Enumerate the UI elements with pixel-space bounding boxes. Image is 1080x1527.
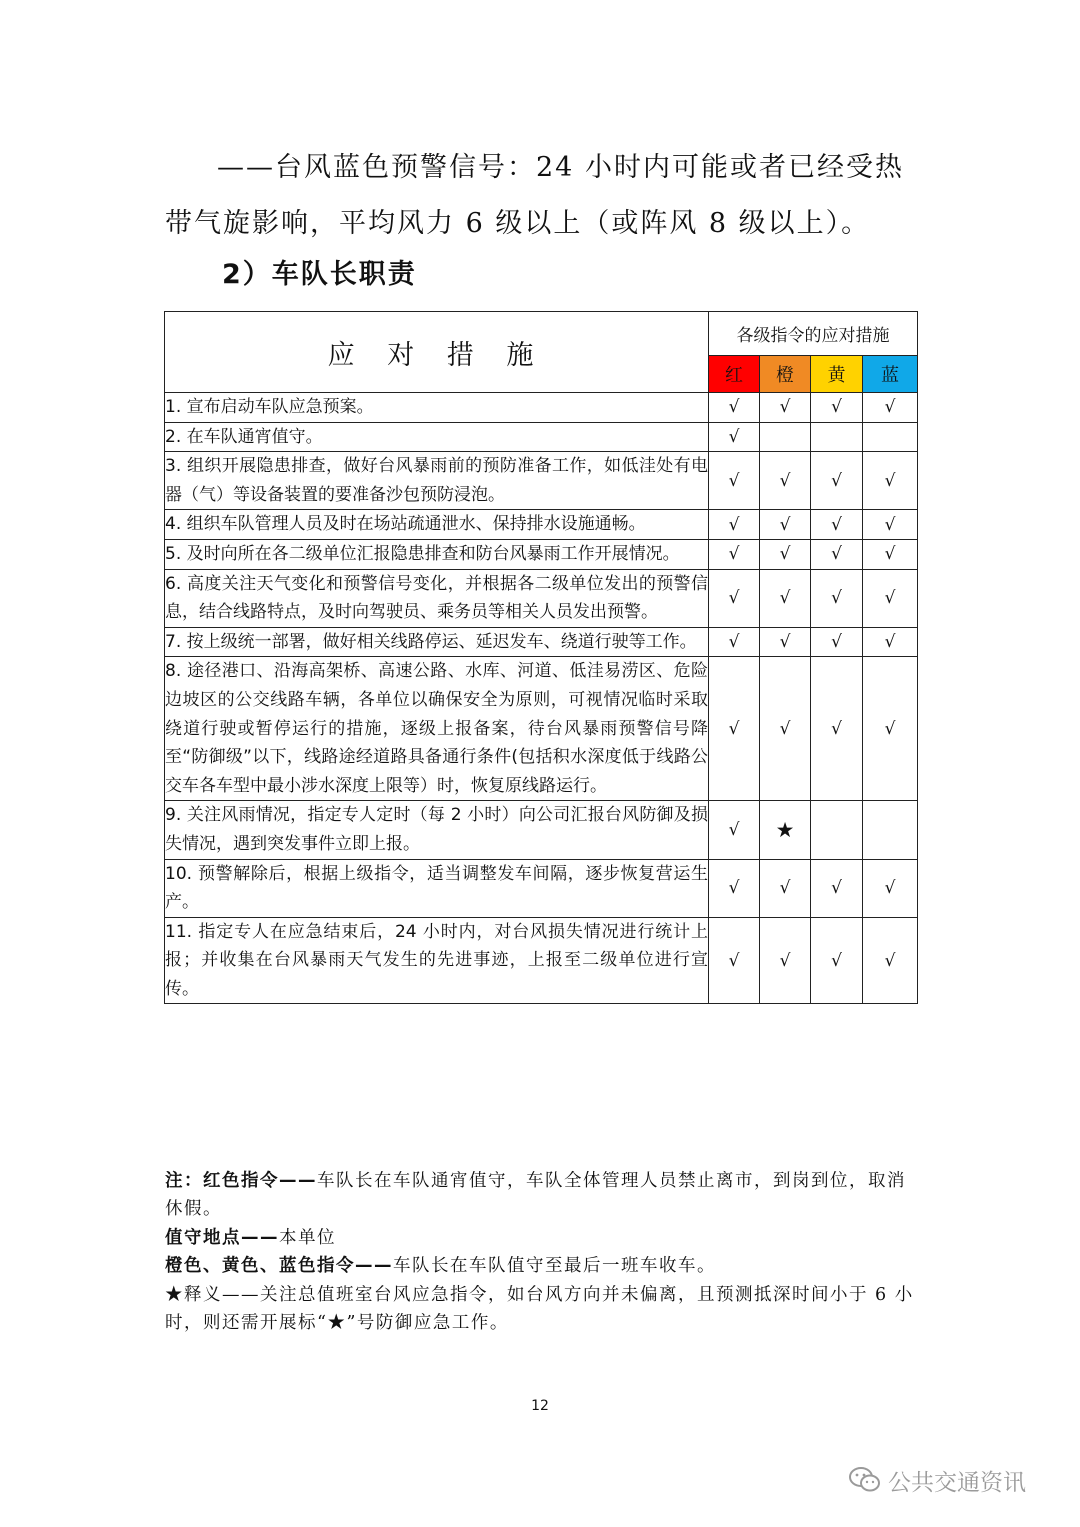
row-measure-text: 8. 途径港口、沿海高架桥、高速公路、水库、河道、低洼易涝区、危险边坡区的公交线路车辆，各单位以确保安全为原则，可视情况临时采取绕道行驶或暂停运行的措施，逐级上报备案，待台风暴雨预警信号降至“防御级”以下，线路途经道路具备通行条件(包括积水深度低于线路公交车各车型中最小涉水深度上限等）时，恢复原线路运行。 xyxy=(165,657,709,801)
row-measure-text: 5. 及时向所在各二级单位汇报隐患排查和防台风暴雨工作开展情况。 xyxy=(165,539,709,569)
check-mark: √ xyxy=(709,569,760,627)
check-mark: √ xyxy=(811,452,863,510)
wechat-icon xyxy=(848,1466,882,1494)
empty-mark xyxy=(863,801,918,859)
check-mark: √ xyxy=(863,917,918,1004)
check-mark: √ xyxy=(863,859,918,917)
level-header-1: 橙 xyxy=(760,355,811,392)
watermark-text: 公共交通资讯 xyxy=(888,1469,1026,1496)
check-mark: √ xyxy=(709,657,760,801)
intro-paragraph: ——台风蓝色预警信号：24 小时内可能或者已经受热带气旋影响，平均风力 6 级以上（或阵风 8 级以上）。 xyxy=(165,152,904,239)
table-row xyxy=(165,859,918,917)
note-location xyxy=(165,1224,917,1252)
note-location-text: 本单位 xyxy=(279,1227,336,1248)
table-header-levels: 各级指令的应对措施 xyxy=(709,312,918,356)
note-star: ★释义——关注总值班室台风应急指令，如台风方向并未偏离，且预测抵深时间小于 6 小时，则还需开展标“★”号防御应急工作。 xyxy=(165,1284,914,1334)
row-measure-text: 2. 在车队通宵值守。 xyxy=(165,422,709,452)
check-mark: √ xyxy=(760,452,811,510)
table-row xyxy=(165,539,918,569)
table-row xyxy=(165,393,918,423)
check-mark: √ xyxy=(863,393,918,423)
watermark xyxy=(848,1464,1026,1496)
empty-mark xyxy=(811,801,863,859)
check-mark: √ xyxy=(709,393,760,423)
check-mark: √ xyxy=(863,539,918,569)
check-mark: √ xyxy=(811,539,863,569)
check-mark: √ xyxy=(811,510,863,540)
check-mark: √ xyxy=(709,859,760,917)
check-mark: √ xyxy=(863,627,918,657)
note-other-levels xyxy=(165,1252,917,1280)
section-title: 2）车队长职责 xyxy=(222,259,417,290)
note-other-levels-text: 车队长在车队值守至最后一班车收车。 xyxy=(393,1256,716,1277)
note-red-text: 车队长在车队通宵值守，车队全体管理人员禁止离市，到岗到位，取消休假。 xyxy=(165,1171,906,1220)
check-mark: √ xyxy=(709,510,760,540)
table-row xyxy=(165,569,918,627)
empty-mark xyxy=(811,422,863,452)
check-mark: √ xyxy=(863,510,918,540)
row-measure-text: 9. 关注风雨情况，指定专人定时（每 2 小时）向公司汇报台风防御及损失情况，遇到突发事件立即上报。 xyxy=(165,801,709,859)
row-measure-text: 6. 高度关注天气变化和预警信号变化，并根据各二级单位发出的预警信息，结合线路特点，及时向驾驶员、乘务员等相关人员发出预警。 xyxy=(165,569,709,627)
level-header-3: 蓝 xyxy=(863,355,918,392)
level-header-0: 红 xyxy=(709,355,760,392)
check-mark: √ xyxy=(760,393,811,423)
note-other-levels-label: 橙色、黄色、蓝色指令—— xyxy=(165,1256,393,1277)
row-measure-text: 1. 宣布启动车队应急预案。 xyxy=(165,393,709,423)
table-row xyxy=(165,917,918,1004)
table-row xyxy=(165,627,918,657)
check-mark: √ xyxy=(760,627,811,657)
check-mark: √ xyxy=(863,569,918,627)
row-measure-text: 11. 指定专人在应急结束后，24 小时内，对台风损失情况进行统计上报；并收集在台风暴雨天气发生的先进事迹，上报至二级单位进行宣传。 xyxy=(165,917,709,1004)
check-mark: √ xyxy=(811,917,863,1004)
check-mark: √ xyxy=(811,657,863,801)
table-row xyxy=(165,801,918,859)
note-red-label: 注：红色指令—— xyxy=(165,1171,317,1191)
measures-table xyxy=(164,311,918,1004)
row-measure-text: 3. 组织开展隐患排查，做好台风暴雨前的预防准备工作，如低洼处有电器（气）等设备装置的要准备沙包预防浸泡。 xyxy=(165,452,709,510)
check-mark: √ xyxy=(709,627,760,657)
empty-mark xyxy=(863,422,918,452)
table-row xyxy=(165,657,918,801)
table-row xyxy=(165,422,918,452)
row-measure-text: 4. 组织车队管理人员及时在场站疏通泄水、保持排水设施通畅。 xyxy=(165,510,709,540)
level-header-2: 黄 xyxy=(811,355,863,392)
check-mark: √ xyxy=(863,657,918,801)
row-measure-text: 10. 预警解除后，根据上级指令，适当调整发车间隔，逐步恢复营运生产。 xyxy=(165,859,709,917)
check-mark: √ xyxy=(760,917,811,1004)
note-location-label: 值守地点—— xyxy=(165,1227,279,1248)
check-mark: √ xyxy=(760,569,811,627)
check-mark: √ xyxy=(709,801,760,859)
table-row xyxy=(165,510,918,540)
check-mark: √ xyxy=(760,510,811,540)
check-mark: √ xyxy=(863,452,918,510)
check-mark: √ xyxy=(709,917,760,1004)
check-mark: √ xyxy=(760,539,811,569)
empty-mark xyxy=(760,422,811,452)
check-mark: √ xyxy=(811,859,863,917)
check-mark: √ xyxy=(709,539,760,569)
page-number: 12 xyxy=(531,1398,549,1414)
star-mark: ★ xyxy=(760,801,811,859)
table-header-measures: 应 对 措 施 xyxy=(165,312,709,393)
row-measure-text: 7. 按上级统一部署，做好相关线路停运、延迟发车、绕道行驶等工作。 xyxy=(165,627,709,657)
check-mark: √ xyxy=(709,422,760,452)
note-red xyxy=(165,1167,917,1224)
check-mark: √ xyxy=(709,452,760,510)
notes xyxy=(165,1167,917,1337)
check-mark: √ xyxy=(760,859,811,917)
table-row xyxy=(165,452,918,510)
check-mark: √ xyxy=(760,657,811,801)
check-mark: √ xyxy=(811,393,863,423)
check-mark: √ xyxy=(811,627,863,657)
check-mark: √ xyxy=(811,569,863,627)
